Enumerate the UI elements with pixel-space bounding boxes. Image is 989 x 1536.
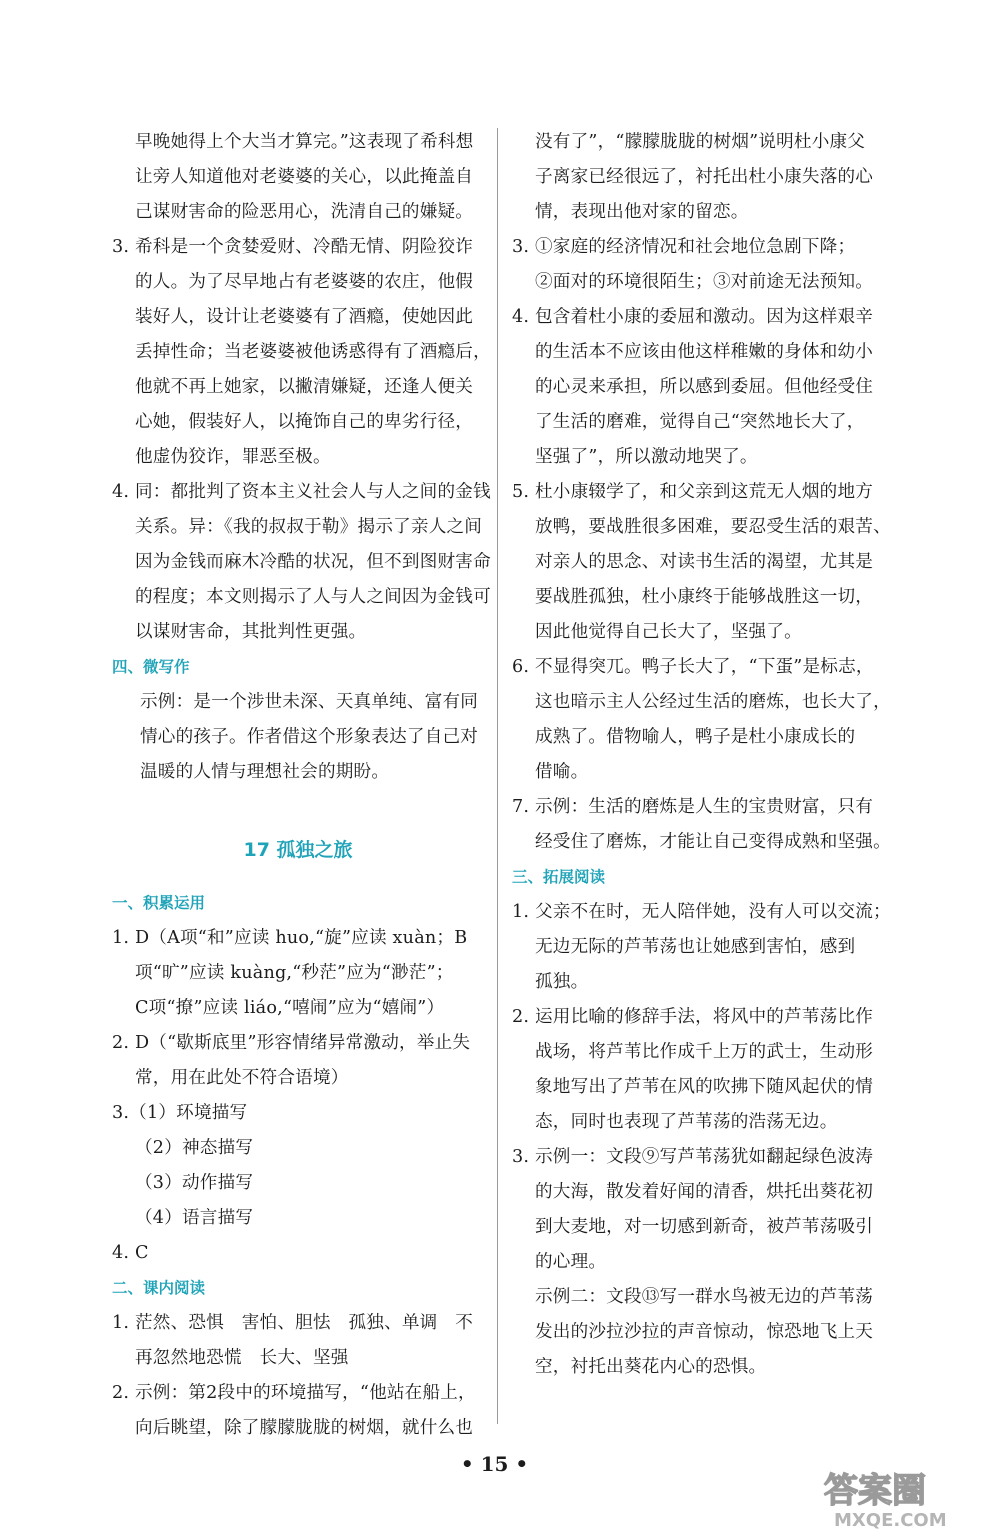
text-line: 己谋财害命的险恶用心，洗清自己的嫌疑。 (135, 202, 474, 222)
text-line: 借喻。 (535, 762, 589, 782)
text-line: C项“撩”应读 liáo,“嘻闹”应为“嬉闹”） (135, 998, 445, 1018)
text-line: 让旁人知道他对老婆婆的关心，以此掩盖自 (135, 167, 474, 187)
text-line: 无边无际的芦苇荡也让她感到害怕，感到 (535, 937, 856, 957)
text-line: 1. D（A项“和”应读 huo,“旋”应读 xuàn；B (112, 928, 468, 948)
lesson-title: 17 孤独之旅 (243, 839, 353, 861)
text-line: 1. 茫然、恐惧 害怕、胆怯 孤独、单调 不 (112, 1313, 474, 1333)
text-line: 经受住了磨炼，才能让自己变得成熟和坚强。 (535, 832, 891, 852)
text-line: 2. D（“歇斯底里”形容情绪异常激动，举止失 (112, 1033, 471, 1053)
text-line: 没有了”，“朦朦胧胧的树烟”说明杜小康父 (535, 132, 866, 152)
text-line: 的程度；本文则揭示了人与人之间因为金钱可 (135, 587, 491, 607)
text-line: 5. 杜小康辍学了，和父亲到这荒无人烟的地方 (512, 482, 874, 502)
text-line: 他就不再上她家，以撇清嫌疑，还逢人便关 (135, 377, 474, 397)
text-line: （2）神态描写 (135, 1138, 254, 1158)
spacer (112, 790, 484, 814)
text-line: 发出的沙拉沙拉的声音惊动，惊恐地飞上天 (535, 1322, 874, 1342)
text-line: 战场，将芦苇比作成千上万的武士，生动形 (535, 1042, 874, 1062)
text-line: 因此他觉得自己长大了，坚强了。 (535, 622, 802, 642)
watermark-logo (820, 1462, 980, 1532)
text-line: 的生活本不应该由他这样稚嫩的身体和幼小 (535, 342, 874, 362)
text-line: 要战胜孤独，杜小康终于能够战胜这一切， (535, 587, 874, 607)
text-line: 成熟了。借物喻人，鸭子是杜小康成长的 (535, 727, 856, 747)
section-heading: 二、课内阅读 (112, 1279, 206, 1297)
section-heading: 三、拓展阅读 (512, 868, 606, 886)
text-line: 子离家已经很远了，衬托出杜小康失落的心 (535, 167, 874, 187)
text-line: 因为金钱而麻木冷酷的状况，但不到图财害命 (135, 552, 491, 572)
text-line: 常，用在此处不符合语境） (135, 1068, 349, 1088)
text-line: 以谋财害命，其批判性更强。 (135, 622, 367, 642)
text-line: 3.（1）环境描写 (112, 1103, 248, 1123)
watermark-subtext: MXQE.COM (834, 1510, 947, 1531)
text-line: 2. 示例：第2段中的环境描写，“他站在船上， (112, 1383, 476, 1403)
text-line: 对亲人的思念、对读书生活的渴望，尤其是 (535, 552, 874, 572)
text-line: 坚强了”，所以激动地哭了。 (535, 447, 758, 467)
text-line: 情心的孩子。作者借这个形象表达了自己对 (140, 727, 479, 747)
text-line: 空，衬托出葵花内心的恐惧。 (535, 1357, 767, 1377)
text-line: 装好人，设计让老婆婆有了酒瘾，使她因此 (135, 307, 474, 327)
text-line: 孤独。 (535, 972, 589, 992)
text-line: 6. 不显得突兀。鸭子长大了，“下蛋”是标志， (512, 657, 874, 677)
text-line: 4. C (112, 1243, 149, 1263)
text-line: 示例二：文段⑬写一群水鸟被无边的芦苇荡 (535, 1287, 874, 1307)
text-line: 象地写出了芦苇在风的吹拂下随风起伏的情 (535, 1077, 874, 1097)
text-line: 心她，假装好人，以掩饰自己的卑劣行径， (135, 412, 474, 432)
text-line: 他虚伪狡诈，罪恶至极。 (135, 447, 331, 467)
text-line: 7. 示例：生活的磨炼是人生的宝贵财富，只有 (512, 797, 874, 817)
text-line: （3）动作描写 (135, 1173, 254, 1193)
text-line: 3. 希科是一个贪婪爱财、冷酷无情、阴险狡诈 (112, 237, 474, 257)
text-line: 关系。异：《我的叔叔于勒》揭示了亲人之间 (135, 517, 483, 537)
text-line: 情，表现出他对家的留恋。 (535, 202, 749, 222)
text-line: 放鸭，要战胜很多困难，要忍受生活的艰苦、 (535, 517, 891, 537)
text-line: 丢掉性命；当老婆婆被他诱惑得有了酒瘾后， (135, 342, 491, 362)
text-line: 4. 包含着杜小康的委屈和激动。因为这样艰辛 (512, 307, 874, 327)
text-line: 温暖的人情与理想社会的期盼。 (140, 762, 390, 782)
text-line: 到大麦地，对一切感到新奇，被芦苇荡吸引 (535, 1217, 874, 1237)
text-line: 态，同时也表现了芦苇荡的浩荡无边。 (535, 1112, 838, 1132)
text-line: 这也暗示主人公经过生活的磨炼，也长大了， (535, 692, 891, 712)
text-line: ②面对的环境很陌生；③对前途无法预知。 (535, 272, 874, 292)
text-line: 3. 示例一：文段⑨写芦苇荡犹如翻起绿色波涛 (512, 1147, 874, 1167)
text-line: 的大海，散发着好闻的清香，烘托出葵花初 (535, 1182, 874, 1202)
section-heading: 一、积累运用 (112, 894, 206, 912)
text-line: 向后眺望，除了朦朦胧胧的树烟，就什么也 (135, 1418, 474, 1438)
text-line: 1. 父亲不在时，无人陪伴她，没有人可以交流； (512, 902, 891, 922)
column-divider (497, 128, 498, 1424)
text-line: 3. ①家庭的经济情况和社会地位急剧下降； (512, 237, 856, 257)
text-line: 了生活的磨难，觉得自己“突然地长大了， (535, 412, 865, 432)
page-number: • 15 • (460, 1452, 529, 1476)
text-line: 2. 运用比喻的修辞手法，将风中的芦苇荡比作 (512, 1007, 874, 1027)
text-line: 的心理。 (535, 1252, 607, 1272)
text-line: 再忽然地恐慌 长大、坚强 (135, 1348, 349, 1368)
section-heading: 四、微写作 (112, 658, 190, 676)
text-line: 4. 同：都批判了资本主义社会人与人之间的金钱 (112, 482, 491, 502)
right-column (512, 125, 891, 1385)
watermark-text: 答案圈 (824, 1471, 926, 1511)
text-line: 示例：是一个涉世未深、天真单纯、富有同 (140, 692, 479, 712)
text-line: 早晚她得上个大当才算完。”这表现了希科想 (135, 132, 474, 152)
text-line: （4）语言描写 (135, 1208, 254, 1228)
text-line: 项“旷”应读 kuàng,“秒茫”应为“渺茫”； (135, 963, 454, 983)
text-line: 的人。为了尽早地占有老婆婆的农庄，他假 (135, 272, 474, 292)
text-line: 的心灵来承担，所以感到委屈。但他经受住 (535, 377, 874, 397)
left-column (112, 125, 491, 1446)
